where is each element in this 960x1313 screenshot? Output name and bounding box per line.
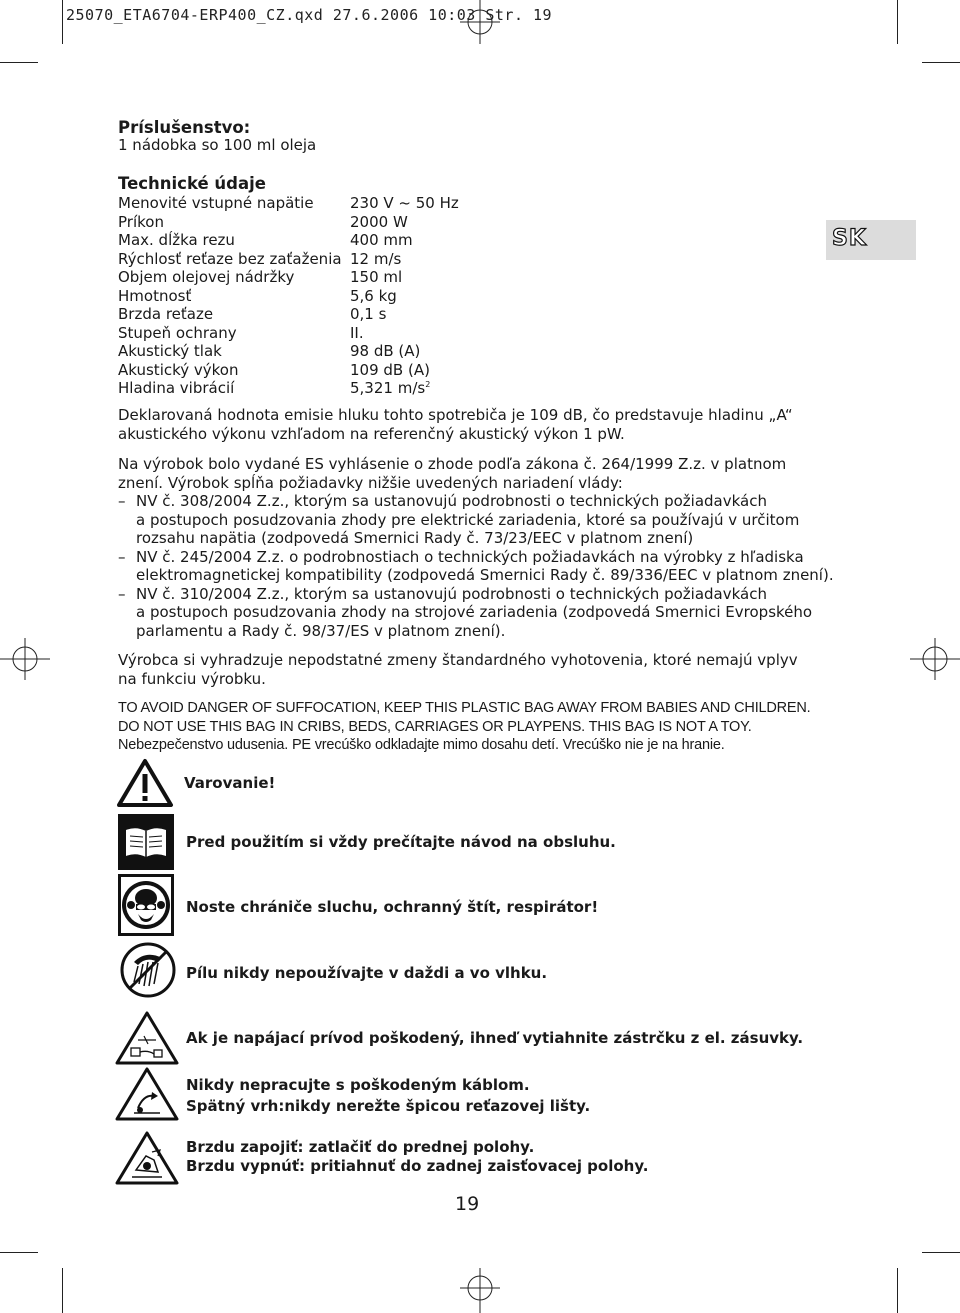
unplug-icon	[114, 1010, 180, 1066]
damaged-cable-text: Nikdy nepracujte s poškodeným káblom.	[186, 1076, 530, 1094]
crop-mark	[0, 62, 38, 63]
read-manual-text: Pred použitím si vždy prečítajte návod na obsluhu.	[186, 833, 616, 851]
brake-engage-text: Brzdu zapojiť: zatlačiť do prednej polohy.	[186, 1138, 535, 1156]
spec-value-text: 98 dB (A)	[350, 342, 421, 360]
spec-value	[350, 342, 420, 360]
conformity-line-1: Na výrobok bolo vydané ES vyhlásenie o zhode podľa zákona č. 264/1999 Z.z. v platnom	[118, 455, 787, 473]
spec-value-text: II.	[350, 323, 364, 342]
spec-value	[350, 305, 386, 323]
chain-brake-icon	[114, 1130, 180, 1186]
language-badge: SK	[832, 226, 867, 251]
spec-value	[350, 287, 397, 305]
spec-label: Menovité vstupné napätie	[118, 194, 314, 212]
spec-value	[350, 213, 408, 231]
spec-value	[350, 361, 430, 379]
regulation-item	[118, 585, 838, 641]
registration-mark-bottom	[456, 1268, 504, 1313]
spec-value-text: 400 mm	[350, 231, 413, 249]
kickback-warning-icon	[114, 1066, 180, 1122]
no-rain-text: Pílu nikdy nepoužívajte v daždi a vo vlhku.	[186, 964, 548, 982]
print-header: 25070_ETA6704-ERP400_CZ.qxd 27.6.2006 10:03 Str. 19	[66, 6, 553, 24]
spec-label: Akustický výkon	[118, 360, 239, 379]
crop-mark	[897, 0, 898, 44]
reserve-line-2: na funkciu výrobku.	[118, 669, 266, 688]
reserve-paragraph	[118, 651, 838, 688]
spec-value	[350, 231, 413, 249]
unplug-text: Ak je napájací prívod poškodený, ihneď vytiahnite zástrčku z el. zásuvky.	[186, 1029, 804, 1047]
spec-label: Brzda reťaze	[118, 305, 214, 323]
registration-mark-top	[456, 0, 504, 44]
tech-title: Technické údaje	[118, 174, 266, 193]
spec-value	[350, 268, 402, 286]
spec-label: Rýchlosť reťaze bez zaťaženia	[118, 249, 342, 268]
bag-warning	[118, 699, 838, 755]
list-dash: –	[118, 547, 126, 566]
regulation-line: a postupoch posudzovania zhody pre elektrické zariadenia, ktoré sa používajú v určitom	[136, 510, 800, 529]
regulation-line: a postupoch posudzovania zhody na strojové zariadenia (zodpovedá Smernici Evropského	[136, 603, 813, 621]
spec-value-text: 5,6 kg	[350, 286, 397, 305]
bag-line-2: DO NOT USE THIS BAG IN CRIBS, BEDS, CARRIAGES OR PLAYPENS. THIS BAG IS NOT A TOY.	[118, 718, 752, 735]
regulation-line: parlamentu a Rady č. 98/37/ES v platnom znení).	[136, 621, 506, 640]
protective-gear-icon	[118, 874, 174, 936]
spec-value	[350, 379, 430, 397]
regulation-first-line: NV č. 245/2004 Z.z. o podrobnostiach o technických požiadavkách na výrobky z hľadiska	[136, 547, 804, 566]
spec-label: Hladina vibrácií	[118, 379, 235, 397]
registration-mark-right	[910, 634, 960, 684]
noise-line-1: Deklarovaná hodnota emisie hluku tohto spotrebiča je 109 dB, čo predstavuje hladinu „A“	[118, 406, 793, 424]
spec-label: Stupeň ochrany	[118, 323, 237, 342]
crop-mark	[897, 1268, 898, 1313]
spec-label: Max. dĺžka rezu	[118, 231, 235, 249]
noise-line-2: akustického výkonu vzhľadom na referenčný akustický výkon 1 pW.	[118, 424, 625, 443]
list-dash: –	[118, 492, 126, 510]
bag-line-1: TO AVOID DANGER OF SUFFOCATION, KEEP THIS PLASTIC BAG AWAY FROM BABIES AND CHILDREN.	[118, 700, 811, 716]
crop-mark	[0, 1252, 38, 1253]
spec-value	[350, 194, 459, 212]
no-rain-icon	[118, 940, 178, 1000]
spec-label: Príkon	[118, 212, 164, 231]
regulation-item	[118, 492, 838, 548]
warning-triangle-icon	[116, 758, 174, 808]
crop-mark	[62, 1268, 63, 1313]
regulation-line: rozsahu napätia (zodpovedá Smernici Rady č. 73/23/EEC v platnom znení)	[136, 529, 694, 547]
conformity-paragraph	[118, 455, 838, 640]
brake-release-text: Brzdu vypnúť: pritiahnuť do zadnej zaisťovacej polohy.	[186, 1157, 649, 1175]
spec-value	[350, 324, 364, 342]
spec-label: Hmotnosť	[118, 286, 192, 305]
accessories-item: 1 nádobka so 100 ml oleja	[118, 136, 317, 154]
protective-gear-text: Noste chrániče sluchu, ochranný štít, respirátor!	[186, 898, 599, 916]
spec-value-text: 12 m/s	[350, 249, 402, 268]
crop-mark	[62, 0, 63, 44]
spec-value	[350, 250, 401, 268]
regulation-item	[118, 548, 838, 585]
warning-label: Varovanie!	[184, 774, 276, 792]
spec-value-text: 5,321 m/s	[350, 379, 426, 397]
list-dash: –	[118, 584, 126, 603]
spec-value-text: 109 dB (A)	[350, 360, 430, 379]
regulation-line: elektromagnetickej kompatibility (zodpovedá Smernici Rady č. 89/336/EEC v platnom znení).	[136, 566, 834, 584]
regulation-first-line: NV č. 310/2004 Z.z., ktorým sa ustanovujú podrobnosti o technických požiadavkách	[136, 584, 767, 603]
kickback-text: Spätný vrh:nikdy nerežte špicou reťazovej lišty.	[186, 1097, 591, 1115]
spec-value-text: 2000 W	[350, 212, 408, 231]
accessories-title: Príslušenstvo:	[118, 118, 251, 137]
regulation-first-line: NV č. 308/2004 Z.z., ktorým sa ustanovujú podrobnosti o technických požiadavkách	[136, 492, 767, 510]
spec-value-superscript: 2	[425, 380, 431, 389]
conformity-line-2: znení. Výrobok spĺňa požiadavky nižšie uvedených nariadení vlády:	[118, 473, 623, 492]
spec-value-text: 150 ml	[350, 268, 403, 286]
spec-label: Akustický tlak	[118, 342, 222, 360]
page-number: 19	[455, 1193, 480, 1215]
crop-mark	[922, 1252, 960, 1253]
spec-value-text: 230 V ~ 50 Hz	[350, 194, 459, 212]
reserve-line-1: Výrobca si vyhradzuje nepodstatné zmeny štandardného vyhotovenia, ktoré nemajú vplyv	[118, 651, 798, 669]
bag-line-3: Nebezpečenstvo udusenia. PE vrecúško odkladajte mimo dosahu detí. Vrecúško nie je na hranie.	[118, 737, 725, 753]
registration-mark-left	[0, 634, 50, 684]
read-manual-icon	[118, 814, 174, 870]
crop-mark	[922, 62, 960, 63]
noise-paragraph	[118, 406, 838, 443]
spec-value-text: 0,1 s	[350, 305, 387, 323]
spec-label: Objem olejovej nádržky	[118, 268, 295, 286]
